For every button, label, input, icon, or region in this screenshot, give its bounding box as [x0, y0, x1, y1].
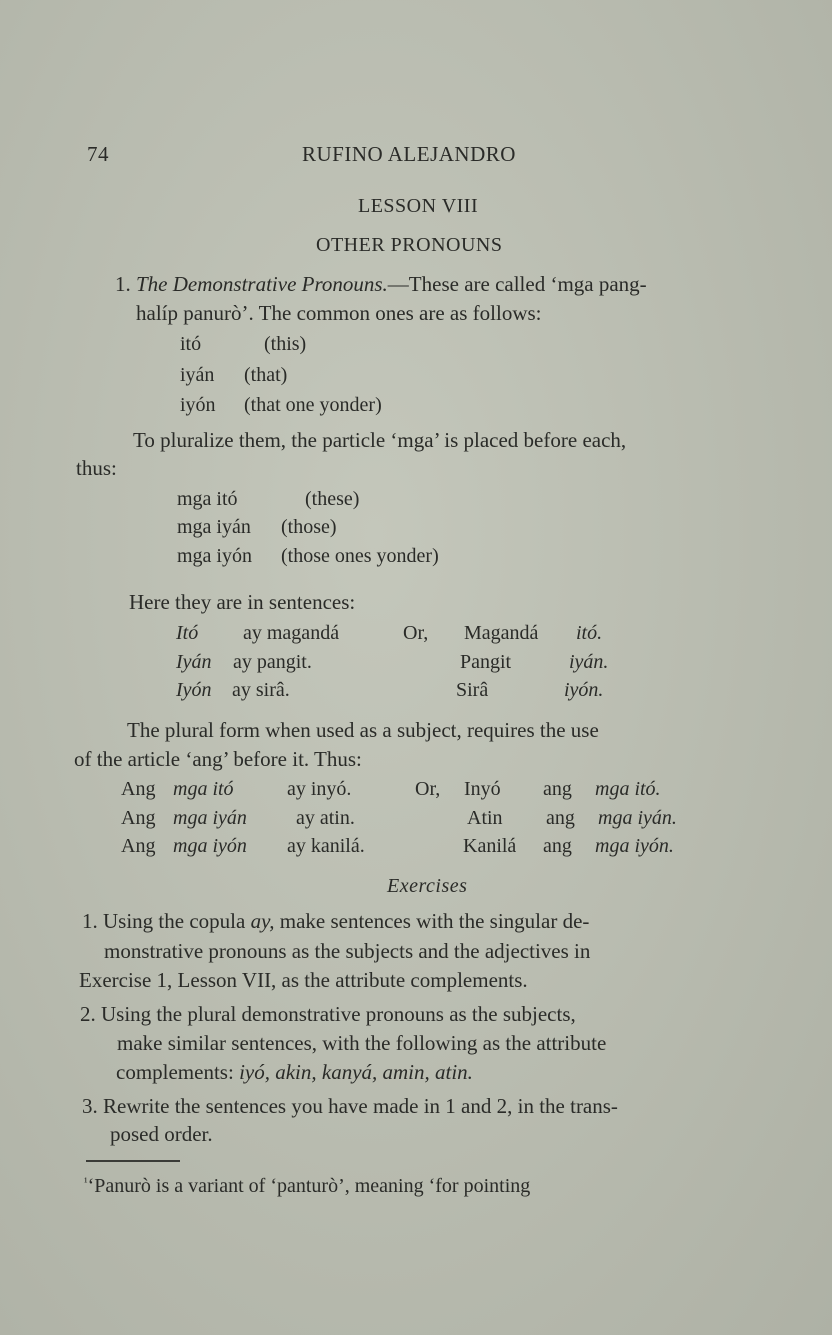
section-number: 1. — [115, 272, 131, 296]
sentence-row: Itó ay magandá Or, Magandá itó. — [176, 622, 603, 644]
exercise-3-line-2: posed order. — [110, 1122, 213, 1146]
exercise-3-line-1: 3. Rewrite the sentences you have made in 1 and 2, in the trans- — [82, 1094, 618, 1118]
lesson-title: LESSON VIII — [358, 195, 479, 217]
lesson-subtitle: OTHER PRONOUNS — [316, 234, 503, 256]
exercise-1-line-3: Exercise 1, Lesson VII, as the attribute complements. — [79, 968, 528, 992]
sentence-row: Iyón ay sirâ. Sirâ iyón. — [176, 679, 604, 701]
exercise-2-line-2: make similar sentences, with the following as the attribute — [117, 1031, 607, 1055]
section-heading: The Demonstrative Pronouns. — [136, 272, 388, 296]
singular-item: iyón (that one yonder) — [180, 394, 382, 416]
plural-item: mga iyán (those) — [177, 516, 337, 538]
exercise-1-line-2: monstrative pronouns as the subjects and the adjectives in — [104, 939, 591, 963]
plural-item: mga iyón (those ones yonder) — [177, 545, 439, 567]
page-number: 74 — [87, 142, 109, 166]
plural-item: mga itó (these) — [177, 488, 360, 510]
footnote-text: ‘Panurò is a variant of ‘panturò’, meaning ‘for pointing — [87, 1175, 531, 1197]
singular-item: iyán (that) — [180, 364, 288, 386]
plural-sentence-row: Ang mga iyón ay kanilá. Kanilá ang mga iyón. — [121, 835, 674, 857]
footnote-marker: ¹ — [84, 1175, 88, 1189]
plural-sentence-row: Ang mga iyán ay atin. Atin ang mga iyán. — [121, 807, 677, 829]
pluralize-line-2: thus: — [76, 456, 117, 480]
pluralize-line-1: To pluralize them, the particle ‘mga’ is placed before each, — [133, 428, 627, 452]
exercise-2-line-1: 2. Using the plural demonstrative pronouns as the subjects, — [80, 1002, 576, 1026]
plural-subject-line-2: of the article ‘ang’ before it. Thus: — [74, 747, 362, 771]
section-1-line-2: halíp panurò’. The common ones are as follows: — [136, 301, 542, 325]
sentences-intro: Here they are in sentences: — [129, 590, 356, 614]
running-head: RUFINO ALEJANDRO — [302, 142, 516, 166]
exercise-1-line-1: 1. Using the copula ay, make sentences with the singular de- — [82, 909, 590, 933]
footnote — [84, 1175, 530, 1198]
section-line-1-rest: —These are called ‘mga pang- — [387, 272, 647, 296]
plural-sentence-row: Ang mga itó ay inyó. Or, Inyó ang mga itó. — [121, 778, 661, 800]
exercise-2-line-3: complements: iyó, akin, kanyá, amin, atin. — [116, 1060, 473, 1084]
sentence-row: Iyán ay pangit. Pangit iyán. — [176, 651, 609, 673]
section-1-line-1 — [115, 270, 647, 298]
footnote-rule — [86, 1160, 180, 1162]
exercises-title: Exercises — [387, 875, 468, 897]
singular-item: itó (this) — [180, 333, 307, 355]
plural-subject-line-1: The plural form when used as a subject, requires the use — [127, 718, 599, 742]
